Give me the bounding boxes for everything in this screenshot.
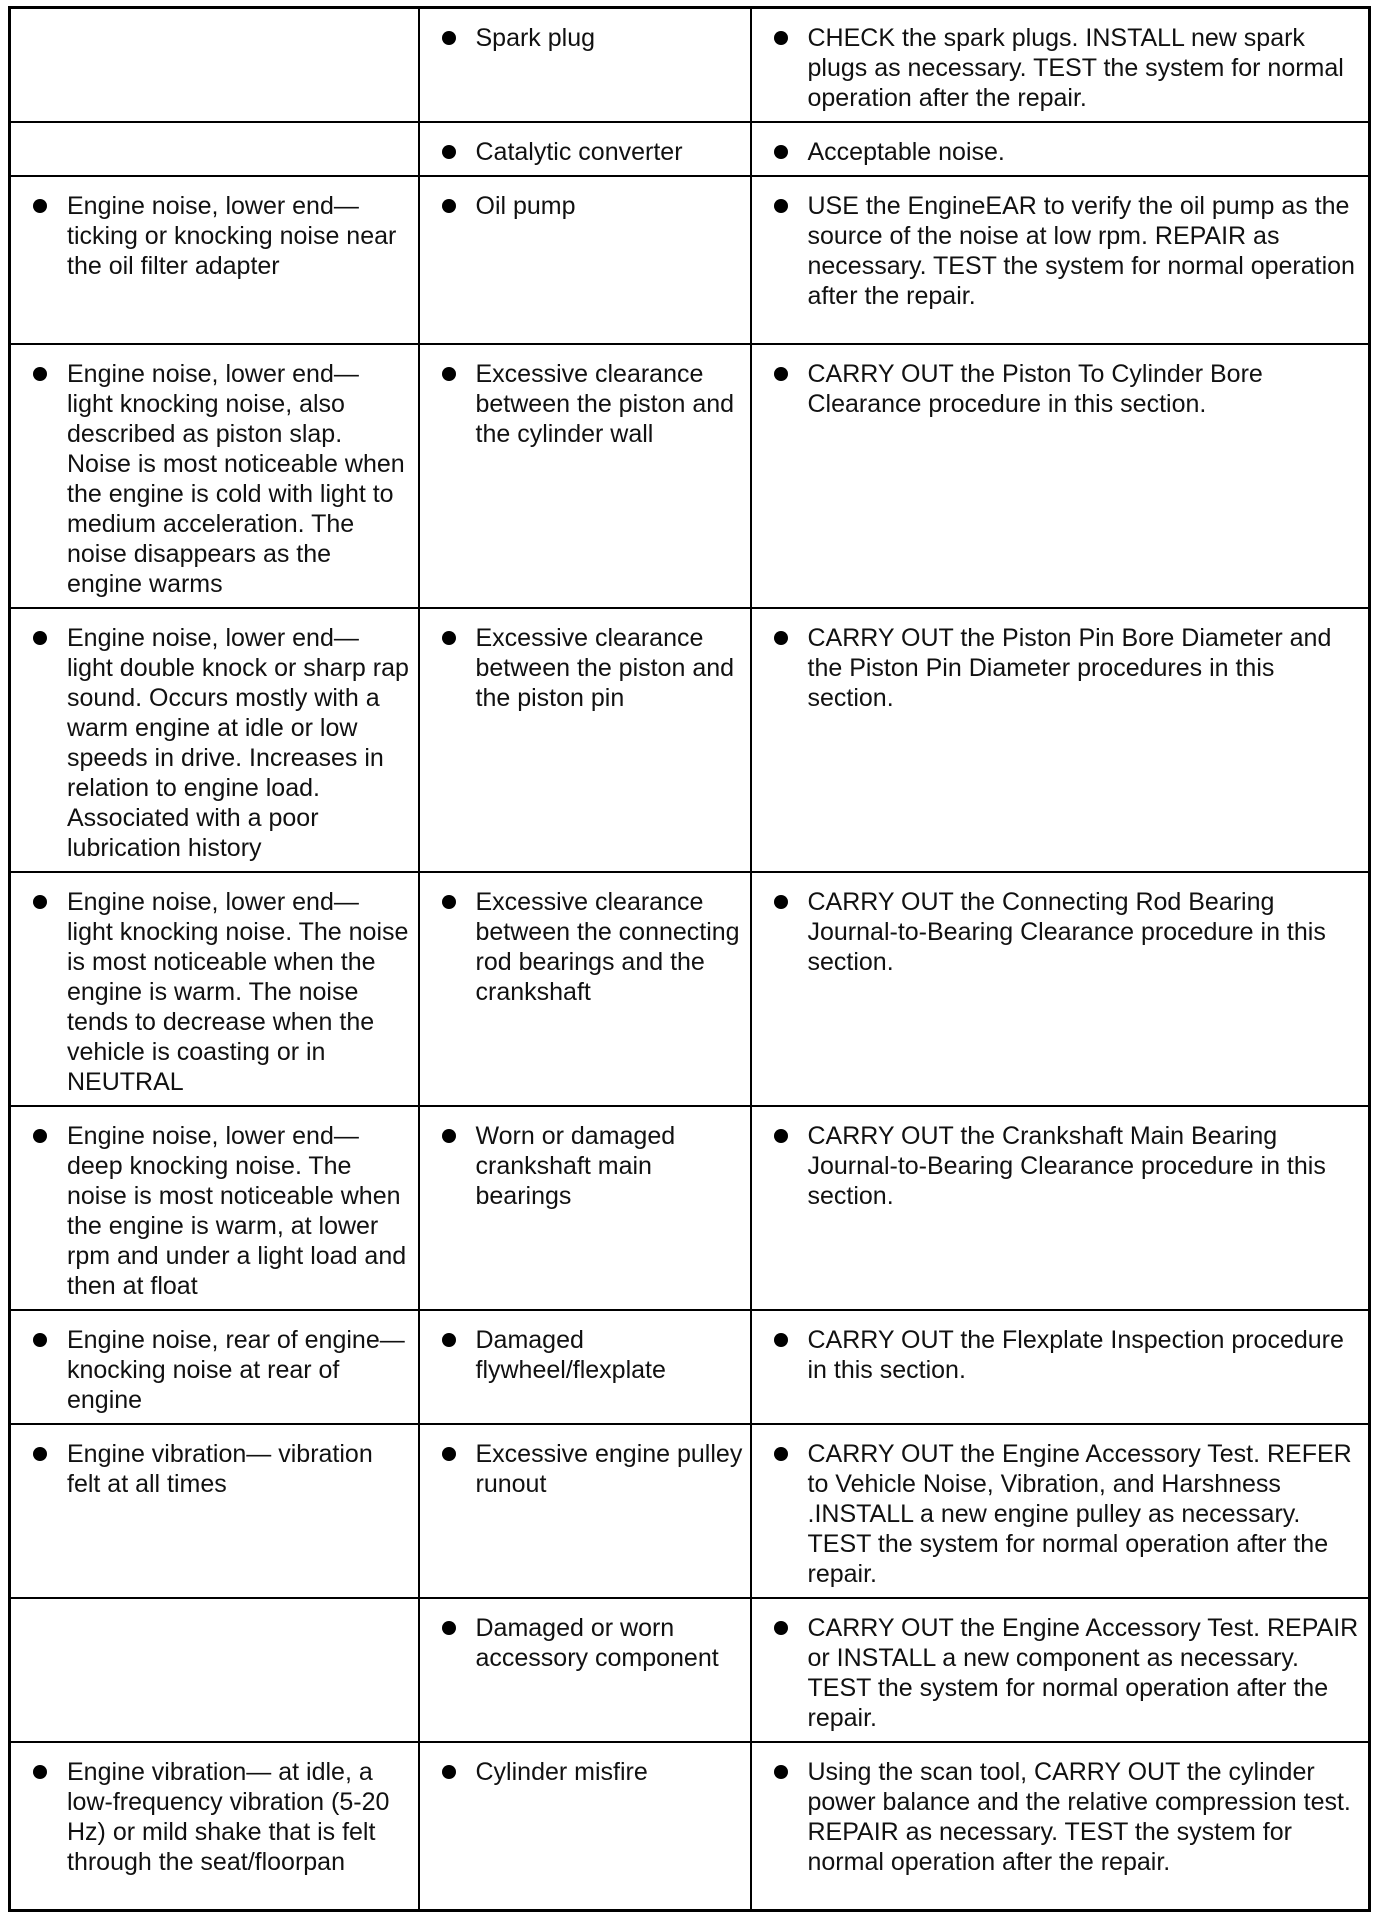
cause-text: Excessive clearance between the connecting rod bearings and the crankshaft <box>475 888 740 1006</box>
bullet-icon <box>774 31 788 45</box>
condition-cell <box>10 1310 419 1424</box>
bullet-icon <box>774 367 788 381</box>
bullet-icon <box>33 1129 47 1143</box>
cause-text: Damaged or worn accessory component <box>475 1614 719 1672</box>
condition-text: Engine noise, lower end— deep knocking noise. The noise is most noticeable when the engine is warm, at lower rpm and under a light load and then at float <box>67 1122 407 1300</box>
action-cell <box>751 1106 1370 1310</box>
table-row <box>10 8 1370 123</box>
bullet-icon <box>33 1333 47 1347</box>
bullet-icon <box>442 1621 456 1635</box>
bullet-icon <box>33 895 47 909</box>
action-text: CARRY OUT the Crankshaft Main Bearing Journal-to-Bearing Clearance procedure in this section. <box>807 1122 1326 1210</box>
table-row <box>10 1598 1370 1742</box>
condition-cell <box>10 1598 419 1742</box>
cause-text: Damaged flywheel/flexplate <box>475 1326 666 1384</box>
bullet-icon <box>442 1333 456 1347</box>
cause-text: Excessive clearance between the piston and the cylinder wall <box>475 360 735 448</box>
bullet-icon <box>774 199 788 213</box>
bullet-icon <box>774 145 788 159</box>
cause-cell <box>419 1424 751 1598</box>
cause-text: Excessive engine pulley runout <box>475 1440 743 1498</box>
bullet-icon <box>774 1333 788 1347</box>
cause-cell <box>419 122 751 176</box>
action-cell <box>751 608 1370 872</box>
table-row <box>10 1310 1370 1424</box>
cause-cell <box>419 344 751 608</box>
condition-cell <box>10 608 419 872</box>
action-cell <box>751 1424 1370 1598</box>
cause-text: Oil pump <box>475 192 576 220</box>
cause-text: Excessive clearance between the piston and the piston pin <box>475 624 735 712</box>
table-row <box>10 122 1370 176</box>
action-text: CARRY OUT the Flexplate Inspection procedure in this section. <box>807 1326 1344 1384</box>
cause-text: Catalytic converter <box>475 138 683 166</box>
action-cell <box>751 8 1370 123</box>
cause-cell <box>419 1598 751 1742</box>
cause-text: Cylinder misfire <box>475 1758 648 1786</box>
bullet-icon <box>442 1447 456 1461</box>
cause-cell <box>419 1742 751 1910</box>
bullet-icon <box>774 1765 788 1779</box>
bullet-icon <box>33 199 47 213</box>
table-row <box>10 1424 1370 1598</box>
action-text: CARRY OUT the Connecting Rod Bearing Journal-to-Bearing Clearance procedure in this section. <box>807 888 1326 976</box>
bullet-icon <box>442 367 456 381</box>
action-cell <box>751 176 1370 344</box>
bullet-icon <box>774 631 788 645</box>
condition-text: Engine vibration— at idle, a low-frequency vibration (5-20 Hz) or mild shake that is felt through the seat/floorpan <box>67 1758 390 1876</box>
action-text: CARRY OUT the Piston Pin Bore Diameter and the Piston Pin Diameter procedures in this section. <box>807 624 1332 712</box>
action-text: Using the scan tool, CARRY OUT the cylinder power balance and the relative compression test. REPAIR as necessary. TEST the system for normal operation after the repair. <box>807 1758 1351 1876</box>
cause-cell <box>419 8 751 123</box>
condition-cell <box>10 1742 419 1910</box>
condition-text: Engine noise, lower end— light double knock or sharp rap sound. Occurs mostly with a warm engine at idle or low speeds in drive. Increases in relation to engine load. Associated with a poor lubrication history <box>67 624 409 862</box>
table-row <box>10 1742 1370 1910</box>
action-text: CHECK the spark plugs. INSTALL new spark plugs as necessary. TEST the system for normal operation after the repair. <box>807 24 1344 112</box>
condition-text: Engine noise, lower end— light knocking noise. The noise is most noticeable when the engine is warm. The noise tends to decrease when the vehicle is coasting or in NEUTRAL <box>67 888 409 1096</box>
bullet-icon <box>442 199 456 213</box>
bullet-icon <box>442 631 456 645</box>
table-row <box>10 608 1370 872</box>
condition-text: Engine noise, lower end— light knocking noise, also described as piston slap. Noise is most noticeable when the engine is cold with light to medium acceleration. The noise disappears as the engine warms <box>67 360 405 598</box>
bullet-icon <box>774 895 788 909</box>
condition-text: Engine noise, lower end— ticking or knocking noise near the oil filter adapter <box>67 192 397 280</box>
table-row <box>10 344 1370 608</box>
bullet-icon <box>774 1129 788 1143</box>
action-cell <box>751 1742 1370 1910</box>
cause-cell <box>419 608 751 872</box>
cause-cell <box>419 872 751 1106</box>
cause-cell <box>419 176 751 344</box>
action-cell <box>751 344 1370 608</box>
bullet-icon <box>774 1621 788 1635</box>
cause-text: Spark plug <box>475 24 596 52</box>
condition-cell <box>10 122 419 176</box>
cause-cell <box>419 1106 751 1310</box>
condition-cell <box>10 8 419 123</box>
bullet-icon <box>442 1765 456 1779</box>
table-row <box>10 176 1370 344</box>
condition-cell <box>10 176 419 344</box>
bullet-icon <box>442 31 456 45</box>
condition-cell <box>10 1106 419 1310</box>
action-text: CARRY OUT the Piston To Cylinder Bore Clearance procedure in this section. <box>807 360 1263 418</box>
bullet-icon <box>442 895 456 909</box>
condition-cell <box>10 872 419 1106</box>
bullet-icon <box>33 1447 47 1461</box>
action-cell <box>751 872 1370 1106</box>
bullet-icon <box>442 145 456 159</box>
table-row <box>10 1106 1370 1310</box>
condition-text: Engine noise, rear of engine— knocking noise at rear of engine <box>67 1326 405 1414</box>
condition-cell <box>10 1424 419 1598</box>
cause-text: Worn or damaged crankshaft main bearings <box>475 1122 676 1210</box>
bullet-icon <box>33 1765 47 1779</box>
bullet-icon <box>33 367 47 381</box>
action-text: CARRY OUT the Engine Accessory Test. REPAIR or INSTALL a new component as necessary. TEST the system for normal operation after the repair. <box>807 1614 1359 1732</box>
cause-cell <box>419 1310 751 1424</box>
action-cell <box>751 1598 1370 1742</box>
bullet-icon <box>442 1129 456 1143</box>
bullet-icon <box>774 1447 788 1461</box>
table-row <box>10 872 1370 1106</box>
action-cell <box>751 122 1370 176</box>
diagnostic-table <box>8 6 1371 1912</box>
condition-text: Engine vibration— vibration felt at all times <box>67 1440 373 1498</box>
bullet-icon <box>33 631 47 645</box>
action-text: USE the EngineEAR to verify the oil pump as the source of the noise at low rpm. REPAIR as necessary. TEST the system for normal operation after the repair. <box>807 192 1355 310</box>
action-cell <box>751 1310 1370 1424</box>
action-text: CARRY OUT the Engine Accessory Test. REFER to Vehicle Noise, Vibration, and Harshness .INSTALL a new engine pulley as necessary. TEST the system for normal operation after the repair. <box>807 1440 1352 1588</box>
action-text: Acceptable noise. <box>807 138 1005 166</box>
condition-cell <box>10 344 419 608</box>
